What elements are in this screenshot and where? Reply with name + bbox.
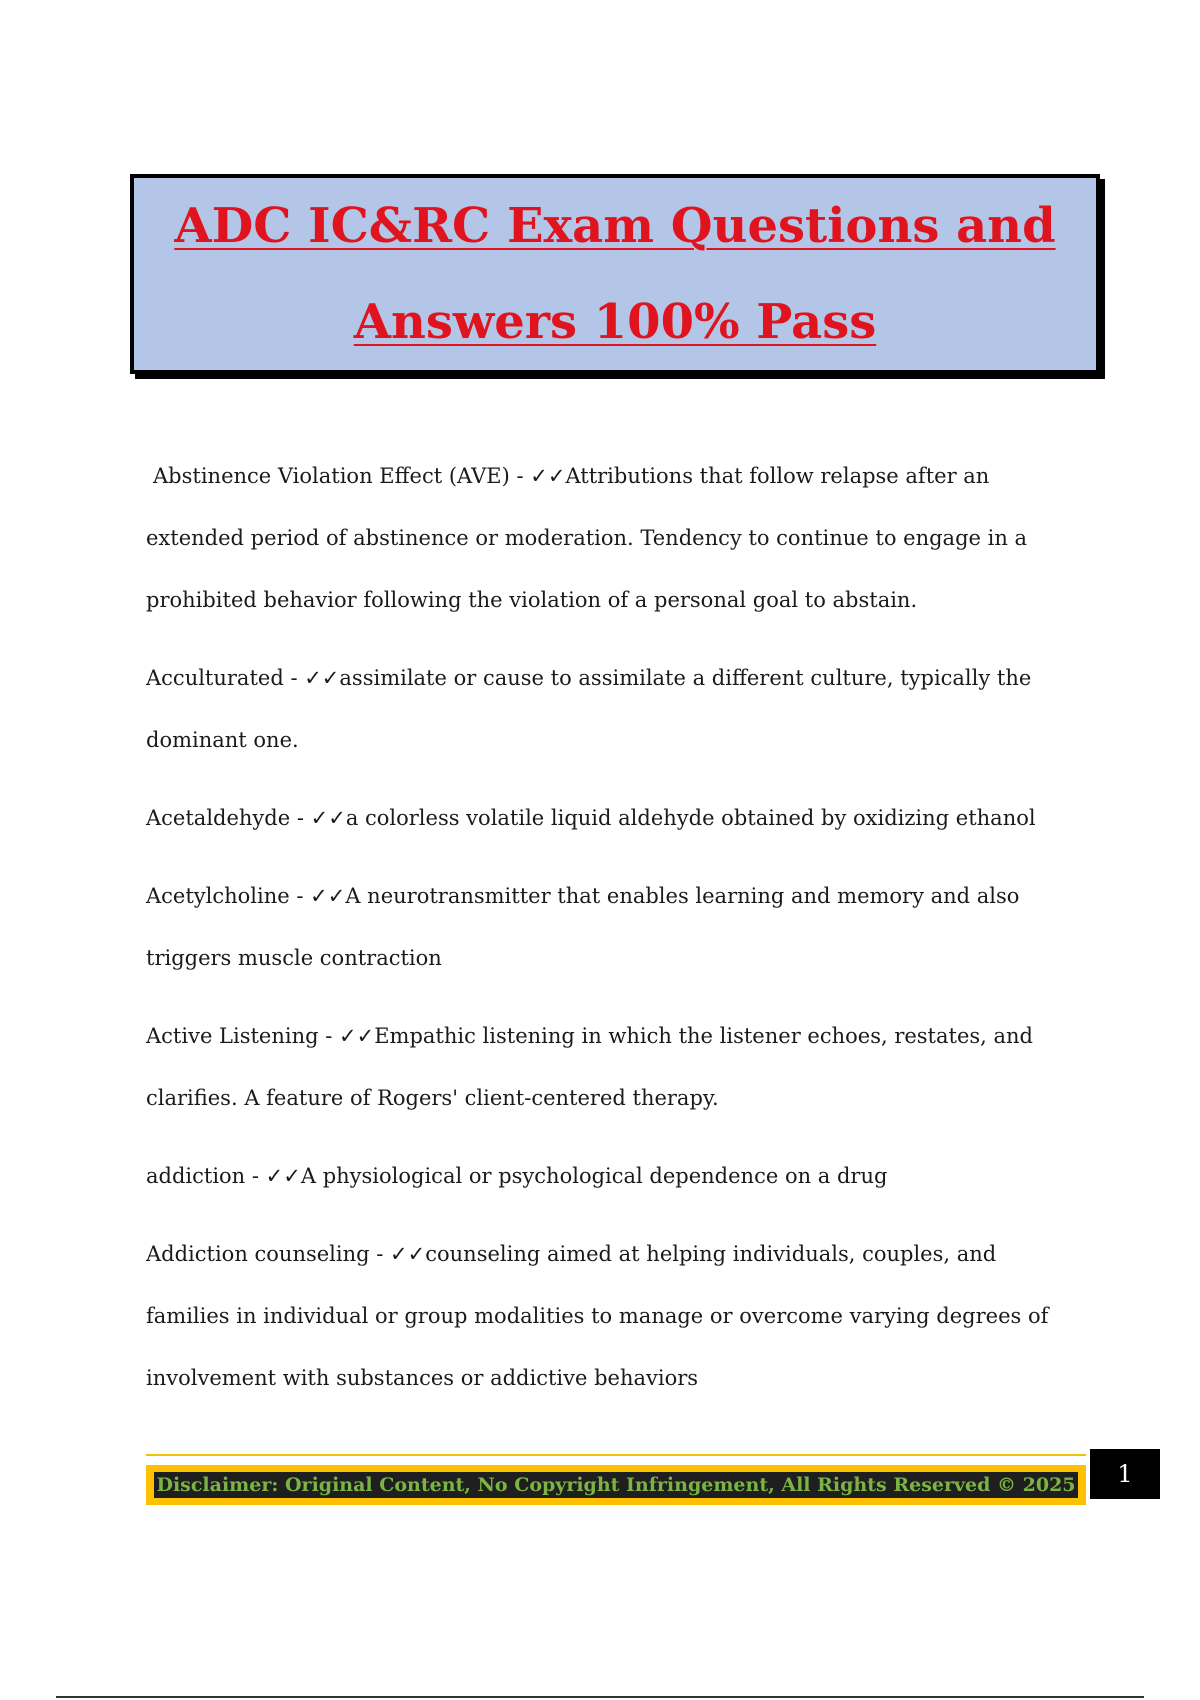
page-title-line-2: Answers 100% Pass — [353, 294, 877, 350]
entry-term: Abstinence Violation Effect (AVE) — [153, 464, 510, 488]
glossary-entry — [146, 1005, 1086, 1129]
page-number: 1 — [1090, 1449, 1160, 1499]
glossary-entry — [146, 787, 1086, 849]
entry-checkmarks: - ✓✓ — [283, 666, 340, 690]
entry-checkmarks: - ✓✓ — [290, 806, 346, 830]
entry-definition: assimilate or cause to assimilate a different culture, typically the dominant one. — [146, 666, 1032, 752]
entry-definition: a colorless volatile liquid aldehyde obtained by oxidizing ethanol — [345, 806, 1036, 830]
disclaimer-text: Disclaimer: Original Content, No Copyright Infringement, All Rights Reserved © 2025 — [156, 1474, 1076, 1496]
glossary-entry — [146, 445, 1086, 631]
entry-definition: counseling aimed at helping individuals, couples, and families in individual or group modalities to manage or overcome varying degrees of involvement with substances or addictive behaviors — [146, 1242, 1049, 1390]
entry-definition: A neurotransmitter that enables learning and memory and also triggers muscle contraction — [146, 884, 1020, 970]
glossary-entry — [146, 1145, 1086, 1207]
entry-checkmarks: - ✓✓ — [318, 1024, 375, 1048]
glossary-entry — [146, 1223, 1086, 1409]
entry-definition: A physiological or psychological dependence on a drug — [300, 1164, 888, 1188]
glossary-entry — [146, 865, 1086, 989]
entry-definition: Empathic listening in which the listener echoes, restates, and clarifies. A feature of Rogers' client-centered therapy. — [146, 1024, 1034, 1110]
entry-checkmarks: - ✓✓ — [509, 464, 566, 488]
entry-checkmarks: - ✓✓ — [369, 1242, 426, 1266]
footer-divider — [146, 1454, 1086, 1456]
glossary-entries — [146, 445, 1086, 1425]
footer-bar — [146, 1465, 1086, 1505]
entry-term: Acetaldehyde — [146, 806, 291, 830]
entry-definition: Attributions that follow relapse after an extended period of abstinence or moderation. Tendency to continue to engage in a prohibited behavior following the violation of a personal goal to abstain. — [146, 464, 1028, 612]
page-bottom-divider — [56, 1696, 1144, 1698]
entry-checkmarks: - ✓✓ — [289, 884, 346, 908]
entry-term: Acetylcholine — [146, 884, 290, 908]
entry-term: Acculturated — [146, 666, 284, 690]
title-box — [130, 174, 1100, 374]
page-title-line-1: ADC IC&RC Exam Questions and — [174, 198, 1056, 254]
entry-term: addiction — [146, 1164, 246, 1188]
entry-term: Active Listening — [146, 1024, 319, 1048]
entry-term: Addiction counseling — [146, 1242, 370, 1266]
entry-checkmarks: - ✓✓ — [245, 1164, 301, 1188]
glossary-entry — [146, 647, 1086, 771]
